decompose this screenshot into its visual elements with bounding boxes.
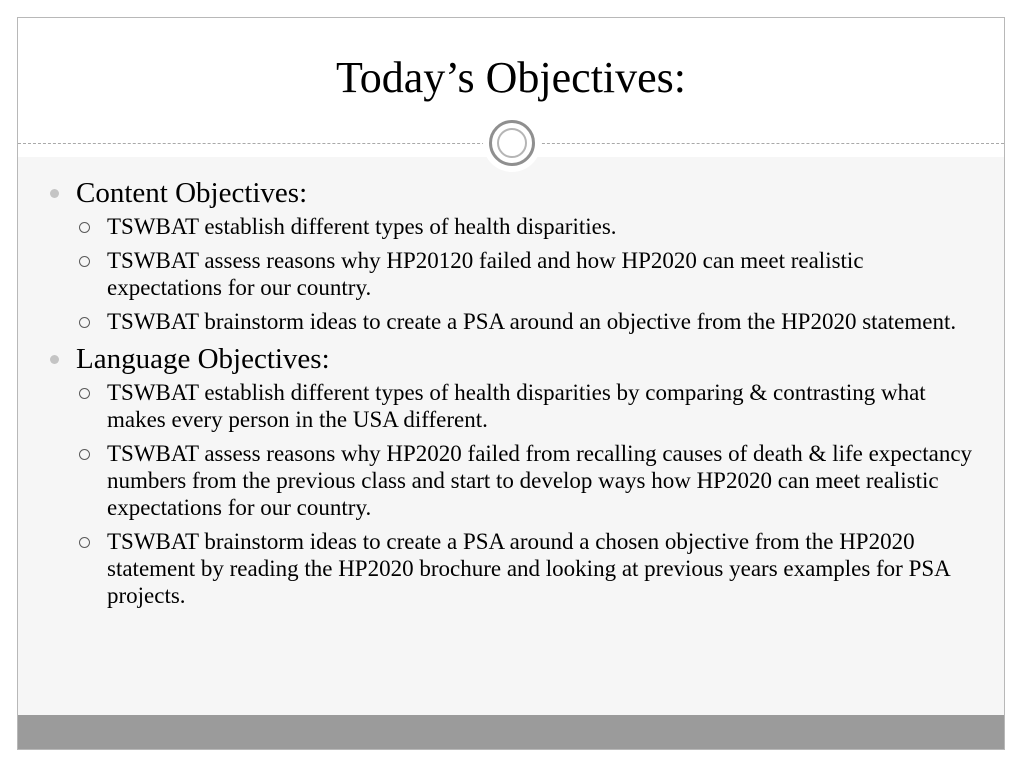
bullet-ring-icon (79, 388, 90, 399)
objective-text: TSWBAT establish different types of health disparities by comparing & contrasting what makes every person in the USA different. (107, 380, 926, 432)
slide (17, 17, 1005, 750)
slide-title: Today’s Objectives: (335, 53, 687, 102)
section-heading: Language Objectives: (76, 343, 330, 375)
bullet-level-2 (48, 308, 978, 335)
bullet-level-2 (48, 247, 978, 301)
bullet-ring-icon (79, 317, 90, 328)
ornament-inner-ring (497, 128, 527, 158)
circle-ornament-icon (483, 114, 541, 172)
bullet-ring-icon (79, 256, 90, 267)
bullet-level-2 (48, 440, 978, 521)
bullet-level-1 (48, 342, 978, 377)
bullet-dot-icon (50, 189, 59, 198)
footer-bar (18, 715, 1004, 749)
content-objectives-section (48, 176, 978, 335)
objective-text: TSWBAT assess reasons why HP2020 failed from recalling causes of death & life expectancy numbers from the previous class and start to develop ways how HP2020 can meet realistic expectations for our country. (107, 441, 973, 520)
bullet-ring-icon (79, 449, 90, 460)
objective-text: TSWBAT brainstorm ideas to create a PSA around an objective from the HP2020 statement. (107, 309, 957, 334)
objective-text: TSWBAT assess reasons why HP20120 failed and how HP2020 can meet realistic expectations for our country. (107, 248, 864, 300)
bullet-level-2 (48, 213, 978, 240)
slide-body (48, 174, 978, 616)
bullet-level-2 (48, 528, 978, 609)
bullet-level-1 (48, 176, 978, 211)
bullet-level-2 (48, 379, 978, 433)
bullet-dot-icon (50, 355, 59, 364)
bullet-ring-icon (79, 222, 90, 233)
ornament-ring (489, 120, 535, 166)
objective-text: TSWBAT establish different types of health disparities. (107, 214, 617, 239)
language-objectives-section (48, 342, 978, 609)
section-heading: Content Objectives: (76, 177, 308, 209)
bullet-ring-icon (79, 537, 90, 548)
objective-text: TSWBAT brainstorm ideas to create a PSA around a chosen objective from the HP2020 statement by reading the HP2020 brochure and looking at previous years examples for PSA projects. (107, 529, 950, 608)
